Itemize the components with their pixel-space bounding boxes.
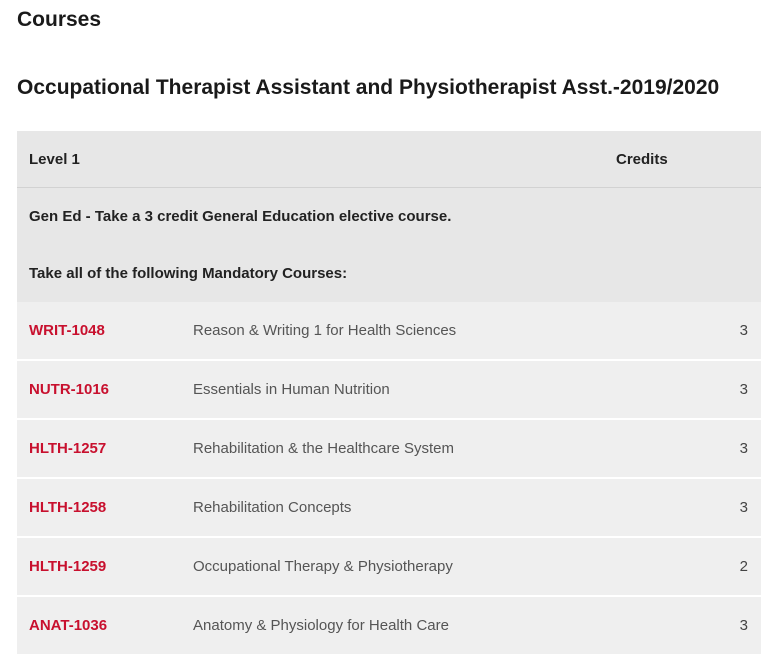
course-title: Occupational Therapy & Physiotherapy [193, 537, 616, 596]
level-header: Level 1 [17, 131, 616, 188]
course-code-link[interactable]: WRIT-1048 [29, 322, 105, 339]
course-credits: 3 [616, 596, 761, 655]
course-credits: 3 [616, 419, 761, 478]
course-credits: 3 [616, 478, 761, 537]
gen-ed-note: Gen Ed - Take a 3 credit General Education elective course. [17, 188, 761, 246]
course-table [17, 131, 761, 656]
page-heading: Courses [17, 8, 102, 31]
course-code-link[interactable]: HLTH-1258 [29, 499, 107, 516]
course-title: Rehabilitation Concepts [193, 478, 616, 537]
course-code-link[interactable]: ANAT-1036 [29, 617, 108, 634]
course-code-link[interactable]: NUTR-1016 [29, 381, 110, 398]
table-row [17, 360, 761, 419]
table-row [17, 419, 761, 478]
course-code-link[interactable]: HLTH-1257 [29, 440, 107, 457]
credits-header: Credits [616, 131, 761, 188]
course-code-link[interactable]: HLTH-1259 [29, 558, 107, 575]
table-row [17, 302, 761, 360]
table-row [17, 596, 761, 655]
course-title: Anatomy & Physiology for Health Care [193, 596, 616, 655]
course-credits: 3 [616, 360, 761, 419]
table-header-row [17, 131, 761, 188]
course-title: Essentials in Human Nutrition [193, 360, 616, 419]
course-credits: 3 [616, 302, 761, 360]
table-row [17, 537, 761, 596]
gen-ed-row [17, 188, 761, 246]
course-credits: 2 [616, 537, 761, 596]
mandatory-note: Take all of the following Mandatory Courses: [17, 245, 761, 302]
table-row [17, 478, 761, 537]
program-title: Occupational Therapist Assistant and Physiotherapist Asst.-2019/2020 [17, 76, 720, 99]
course-title: Reason & Writing 1 for Health Sciences [193, 302, 616, 360]
mandatory-row [17, 245, 761, 302]
course-title: Rehabilitation & the Healthcare System [193, 419, 616, 478]
